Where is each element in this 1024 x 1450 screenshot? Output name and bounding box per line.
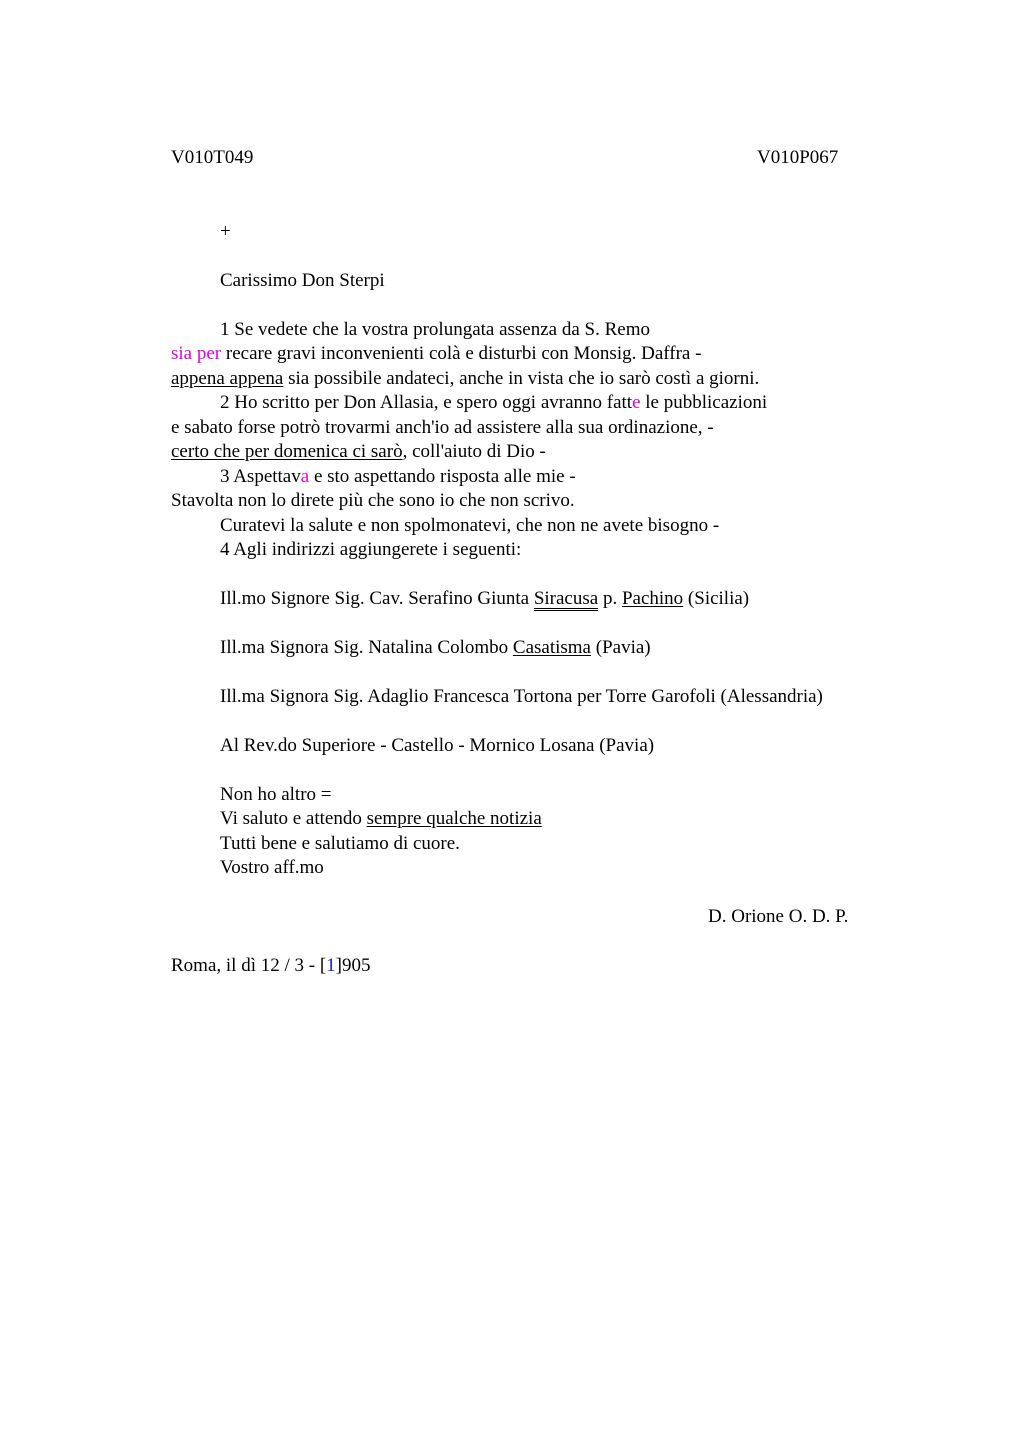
document-code-right: V010P067 xyxy=(757,147,839,168)
text-run: le pubblicazioni xyxy=(640,392,768,413)
salutation: Carissimo Don Sterpi xyxy=(220,270,385,291)
paragraph-3-line-3: Curatevi la salute e non spolmonatevi, che non ne avete bisogno - xyxy=(220,515,720,536)
address-3: Ill.ma Signora Sig. Adaglio Francesca Tortona per Torre Garofoli (Alessandria) xyxy=(220,686,823,707)
editorial-bracket-insert: 1 xyxy=(326,955,336,976)
cross-mark: + xyxy=(220,221,231,242)
closing-line-2 xyxy=(220,807,542,831)
text-run: , coll'aiuto di Dio - xyxy=(402,441,546,462)
text-run: (Sicilia) xyxy=(683,588,750,609)
text-run: recare gravi inconvenienti colà e disturbi con Monsig. Daffra - xyxy=(221,343,702,364)
closing-line-3: Tutti bene e salutiamo di cuore. xyxy=(220,833,460,854)
text-run: (Pavia) xyxy=(591,637,651,658)
paragraph-3-line-2: Stavolta non lo direte più che sono io che non scrivo. xyxy=(171,490,575,511)
editorial-insert: sia per xyxy=(171,343,222,364)
text-run: Vi saluto e attendo xyxy=(220,808,367,829)
double-underlined-text: Siracusa xyxy=(533,588,599,609)
text-run: Ill.mo Signore Sig. Cav. Serafino Giunta xyxy=(220,588,534,609)
paragraph-1-line-3 xyxy=(171,367,759,391)
underlined-text: sempre qualche notizia xyxy=(366,808,542,829)
paragraph-2-line-1 xyxy=(220,391,767,415)
signature: D. Orione O. D. P. xyxy=(708,906,849,927)
underlined-text: Casatisma xyxy=(512,637,591,658)
text-run: ]905 xyxy=(335,955,371,976)
underlined-text: appena appena xyxy=(171,368,284,389)
text-run: Roma, il dì 12 / 3 - [ xyxy=(171,955,327,976)
address-1 xyxy=(220,587,749,611)
paragraph-1-line-2 xyxy=(171,342,701,366)
text-run: p. xyxy=(598,588,622,609)
paragraph-3-line-1 xyxy=(220,465,576,489)
document-code-left: V010T049 xyxy=(171,147,254,168)
editorial-insert: e xyxy=(632,392,641,413)
editorial-insert: a xyxy=(300,466,310,487)
underlined-text: certo che per domenica ci sarò xyxy=(171,441,403,462)
underlined-text: Pachino xyxy=(621,588,684,609)
paragraph-2-line-3 xyxy=(171,440,546,464)
address-2 xyxy=(220,636,651,660)
paragraph-1-line-1: 1 Se vedete che la vostra prolungata assenza da S. Remo xyxy=(220,319,650,340)
closing-line-1: Non ho altro = xyxy=(220,784,332,805)
text-run: Ill.ma Signora Sig. Natalina Colombo xyxy=(220,637,513,658)
date-line xyxy=(171,954,370,978)
text-run: 3 Aspettav xyxy=(220,466,301,487)
paragraph-2-line-2: e sabato forse potrò trovarmi anch'io ad assistere alla sua ordinazione, - xyxy=(171,417,714,438)
text-run: 2 Ho scritto per Don Allasia, e spero oggi avranno fatt xyxy=(220,392,633,413)
text-run: sia possibile andateci, anche in vista che io sarò costì a giorni. xyxy=(283,368,760,389)
text-run: e sto aspettando risposta alle mie - xyxy=(309,466,576,487)
paragraph-4-line-1: 4 Agli indirizzi aggiungerete i seguenti: xyxy=(220,539,522,560)
address-4: Al Rev.do Superiore - Castello - Mornico Losana (Pavia) xyxy=(220,735,655,756)
closing-line-4: Vostro aff.mo xyxy=(220,857,324,878)
